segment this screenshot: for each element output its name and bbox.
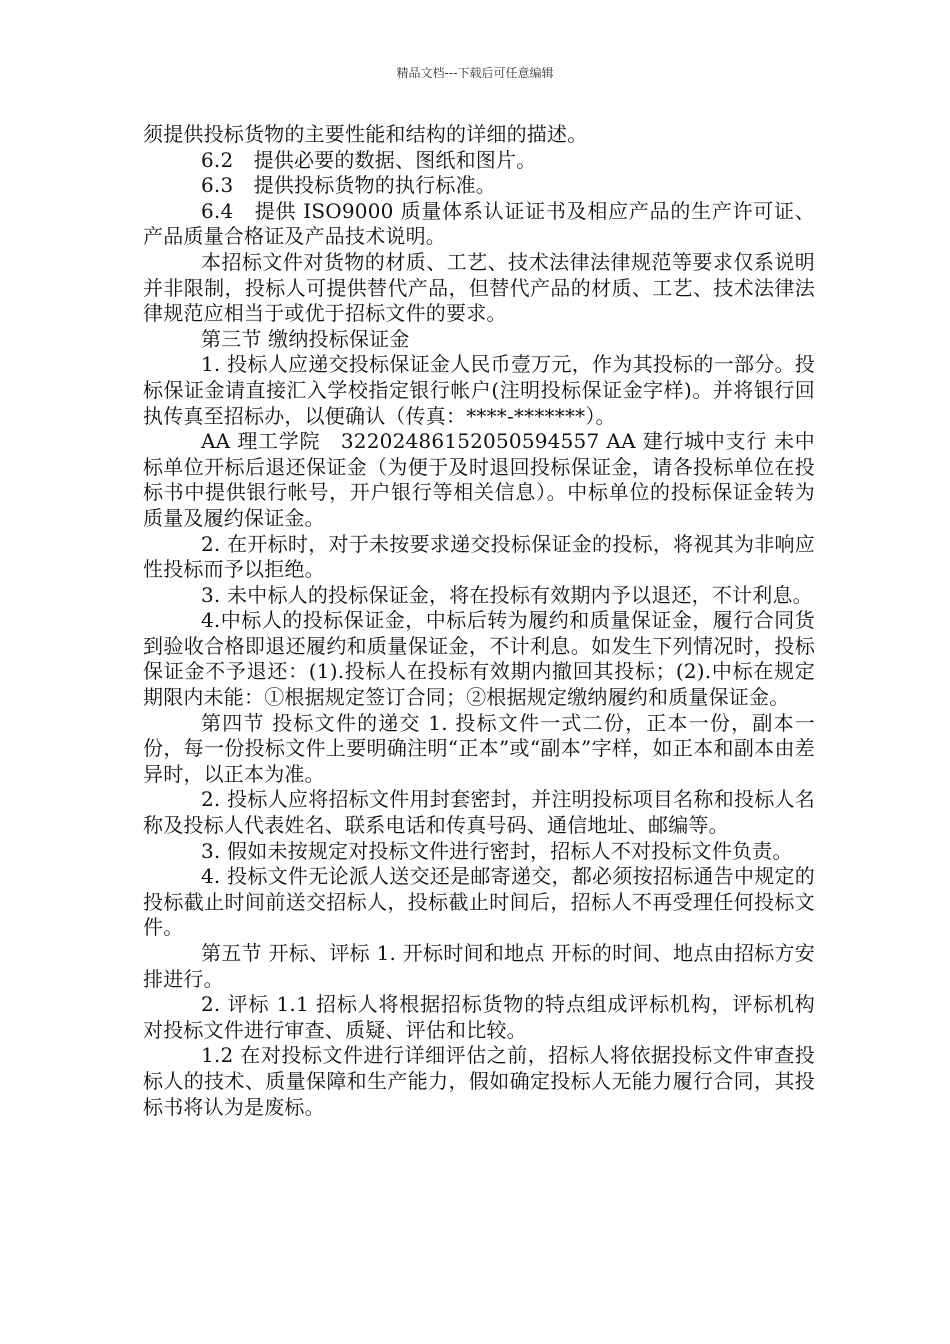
paragraph: 第四节 投标文件的递交 1. 投标文件一式二份，正本一份，副本一份，每一份投标文件上要明确注明“正本”或“副本”字样，如正本和副本由差异时，以正本为准。 [143, 710, 815, 786]
document-body [143, 122, 815, 1120]
paragraph: 2. 在开标时，对于未按要求递交投标保证金的投标，将视其为非响应性投标而予以拒绝。 [143, 531, 815, 582]
paragraph: 1. 投标人应递交投标保证金人民币壹万元，作为其投标的一部分。投标保证金请直接汇入学校指定银行帐户(注明投标保证金字样)。并将银行回执传真至招标办，以便确认（传真：****-*******）。 [143, 352, 815, 428]
paragraph: 2. 评标 1.1 招标人将根据招标货物的特点组成评标机构，评标机构对投标文件进行审查、质疑、评估和比较。 [143, 992, 815, 1042]
paragraph: 6.2 提供必要的数据、图纸和图片。 [201, 147, 537, 172]
paragraph: 4.中标人的投标保证金，中标后转为履约和质量保证金，履行合同货到验收合格即退还履约和质量保证金，不计利息。如发生下列情况时，投标保证金不予退还：(1).投标人在投标有效期内撤回其投标；(2).中标在规定期限内未能：①根据规定签订合同；②根据规定缴纳履约和质量保证金。 [143, 608, 815, 710]
paragraph: 1.2 在对投标文件进行详细评估之前，招标人将依据投标文件审查投标人的技术、质量保障和生产能力，假如确定投标人无能力履行合同，其投标书将认为是废标。 [143, 1043, 815, 1119]
paragraph: 本招标文件对货物的材质、工艺、技术法律法律规范等要求仅系说明并非限制，投标人可提供替代产品，但替代产品的材质、工艺、技术法律法律规范应相当于或优于招标文件的要求。 [143, 249, 815, 326]
paragraph: 6.4 提供 ISO9000 质量体系认证证书及相应产品的生产许可证、产品质量合格证及产品技术说明。 [143, 198, 815, 249]
paragraph: 第五节 开标、评标 1. 开标时间和地点 开标的时间、地点由招标方安排进行。 [143, 941, 815, 991]
paragraph: 6.3 提供投标货物的执行标准。 [201, 173, 497, 198]
paragraph: 第三节 缴纳投标保证金 [201, 326, 410, 351]
paragraph: AA 理工学院 32202486152050594557 AA 建行城中支行 未中标单位开标后退还保证金（为便于及时退回投标保证金，请各投标单位在投标书中提供银行帐号，开户银行等相关信息）。中标单位的投标保证金转为质量及履约保证金。 [143, 429, 815, 530]
paragraph: 3. 未中标人的投标保证金，将在投标有效期内予以退还，不计利息。 [201, 582, 813, 607]
paragraph: 2. 投标人应将招标文件用封套密封，并注明投标项目名称和投标人名称及投标人代表姓名、联系电话和传真号码、通信地址、邮编等。 [143, 787, 815, 838]
paragraph: 3. 假如未按规定对投标文件进行密封，招标人不对投标文件负责。 [201, 838, 793, 863]
paragraph: 须提供投标货物的主要性能和结构的详细的描述。 [143, 122, 588, 146]
page-header: 精品文档---下载后可任意编辑 [396, 66, 554, 80]
paragraph: 4. 投标文件无论派人送交还是邮寄递交，都必须按招标通告中规定的投标截止时间前送交招标人，投标截止时间后，招标人不再受理任何投标文件。 [143, 864, 815, 940]
